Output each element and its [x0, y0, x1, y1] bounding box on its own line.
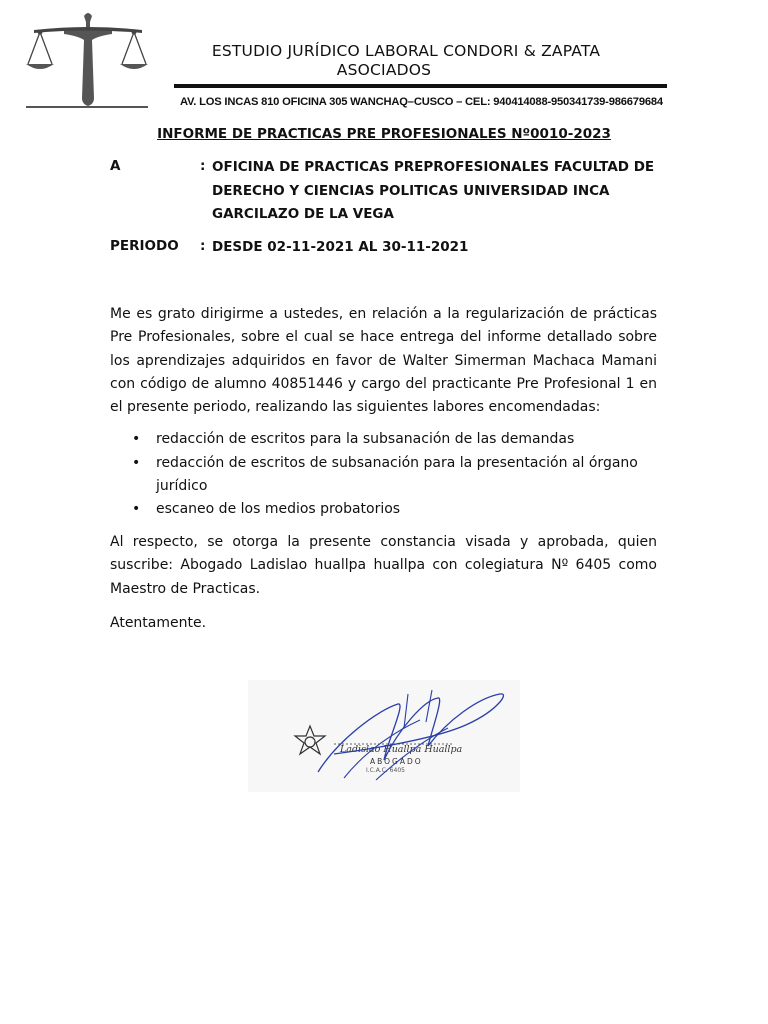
firm-name-line2: ASOCIADOS — [336, 61, 432, 79]
salutation: Atentamente. — [110, 615, 207, 631]
svg-text:Ladislao Huallpa Huallpa: Ladislao Huallpa Huallpa — [340, 744, 463, 755]
header-divider — [174, 84, 667, 88]
list-item — [110, 428, 657, 451]
period-colon: : — [200, 238, 206, 254]
scales-of-justice-icon — [22, 8, 152, 110]
firm-name-line1: ESTUDIO JURÍDICO LABORAL CONDORI & ZAPATA — [211, 42, 601, 60]
svg-text:I.C.A.C. 6405: I.C.A.C. 6405 — [366, 767, 405, 774]
task-text: escaneo de los medios probatorios — [156, 501, 401, 518]
closing-paragraph: Al respecto, se otorga la presente constancia visada y aprobada, quien suscribe: Abogado Ladislao huallpa huallpa con colegiatura Nº 6405 como Maestro de Practicas. — [110, 534, 657, 597]
list-item — [110, 452, 657, 499]
addressee-value: OFICINA DE PRACTICAS PREPROFESIONALES FACULTAD DE DERECHO Y CIENCIAS POLITICAS UNIVERSIDAD INCA GARCILAZO DE LA VEGA — [212, 159, 655, 222]
intro-paragraph: Me es grato dirigirme a ustedes, en relación a la regularización de prácticas Pre Profesionales, sobre el cual se hace entrega del informe detallado sobre los aprendizajes adquiridos en favor de Walter Simerman Machaca Mamani con código de alumno 40851446 y cargo del practicante Pre Profesional 1 en el presente periodo, realizando las siguientes labores encomendadas: — [110, 306, 657, 416]
list-item — [110, 498, 657, 521]
signature-stamp — [248, 680, 520, 792]
period-value: DESDE 02-11-2021 AL 30-11-2021 — [212, 239, 469, 255]
addressee-label: A — [110, 158, 121, 174]
svg-text:ABOGADO: ABOGADO — [370, 757, 423, 766]
task-text: redacción de escritos para la subsanación de las demandas — [156, 431, 575, 447]
period-label: PERIODO — [110, 238, 179, 254]
bullet-icon: • — [132, 501, 141, 518]
tasks-list — [110, 428, 657, 522]
firm-address: AV. LOS INCAS 810 OFICINA 305 WANCHAQ–CUSCO – CEL: 940414088-950341739-986679684 — [180, 96, 663, 108]
bullet-icon: • — [132, 454, 141, 471]
task-text: redacción de escritos de subsanación para la presentación al órgano jurídico — [156, 454, 638, 494]
bullet-icon: • — [132, 431, 141, 447]
addressee-colon: : — [200, 158, 206, 174]
report-title: INFORME DE PRACTICAS PRE PROFESIONALES Nº0010-2023 — [157, 126, 611, 142]
